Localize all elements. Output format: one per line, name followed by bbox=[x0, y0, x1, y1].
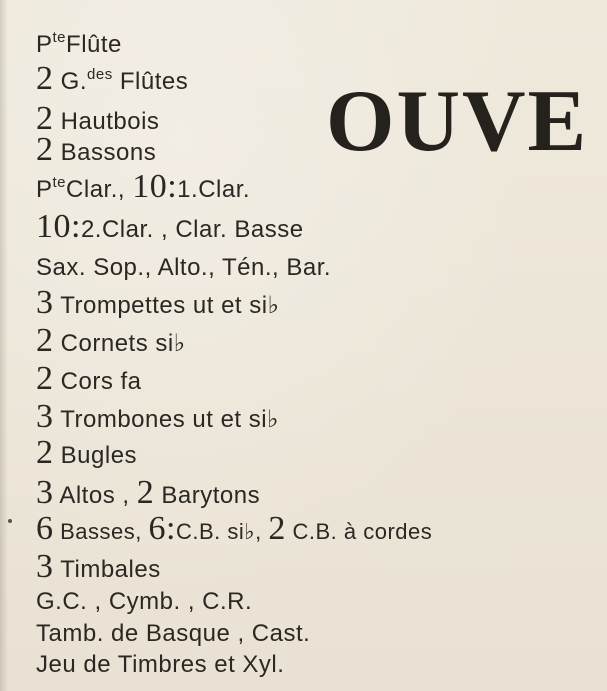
instrument-line: 2 G.$^{des}$ Flûtes bbox=[36, 60, 189, 97]
instrument-line: 3 Altos , 2 Barytons bbox=[36, 474, 261, 511]
instrument-line: $P^{te}Flûte$ bbox=[36, 29, 122, 58]
instrument-line: 10:2.Clar. , Clar. Basse bbox=[36, 208, 304, 245]
instrument-line: Sax. Sop., Alto., Tén., Bar. bbox=[36, 254, 332, 281]
instrument-line: 2 Bugles bbox=[36, 434, 138, 471]
instrument-line: 3 Timbales bbox=[36, 548, 161, 585]
instrument-line: G.C. , Cymb. , C.R. bbox=[36, 588, 253, 615]
score-title: OUVE bbox=[326, 73, 589, 170]
instrument-line: 2 Hautbois bbox=[36, 100, 160, 137]
instrument-line: Tamb. de Basque , Cast. bbox=[36, 620, 311, 647]
instrument-line: $P^{te}Clar$., 10:1.Clar. bbox=[36, 168, 251, 205]
instrument-line: Jeu de Timbres et Xyl. bbox=[36, 651, 285, 678]
instrument-line: 3 Trompettes ut et si♭ bbox=[36, 284, 280, 321]
instrument-line: 2 Cors fa bbox=[36, 360, 142, 397]
instrument-line: 6 Basses, 6:C.B. si♭, 2 C.B. à cordes bbox=[36, 510, 433, 547]
instrument-line: 2 Bassons bbox=[36, 131, 157, 168]
stray-ink-dot bbox=[8, 519, 12, 523]
instrument-line: 2 Cornets si♭ bbox=[36, 322, 186, 359]
instrument-line: 3 Trombones ut et si♭ bbox=[36, 398, 279, 435]
